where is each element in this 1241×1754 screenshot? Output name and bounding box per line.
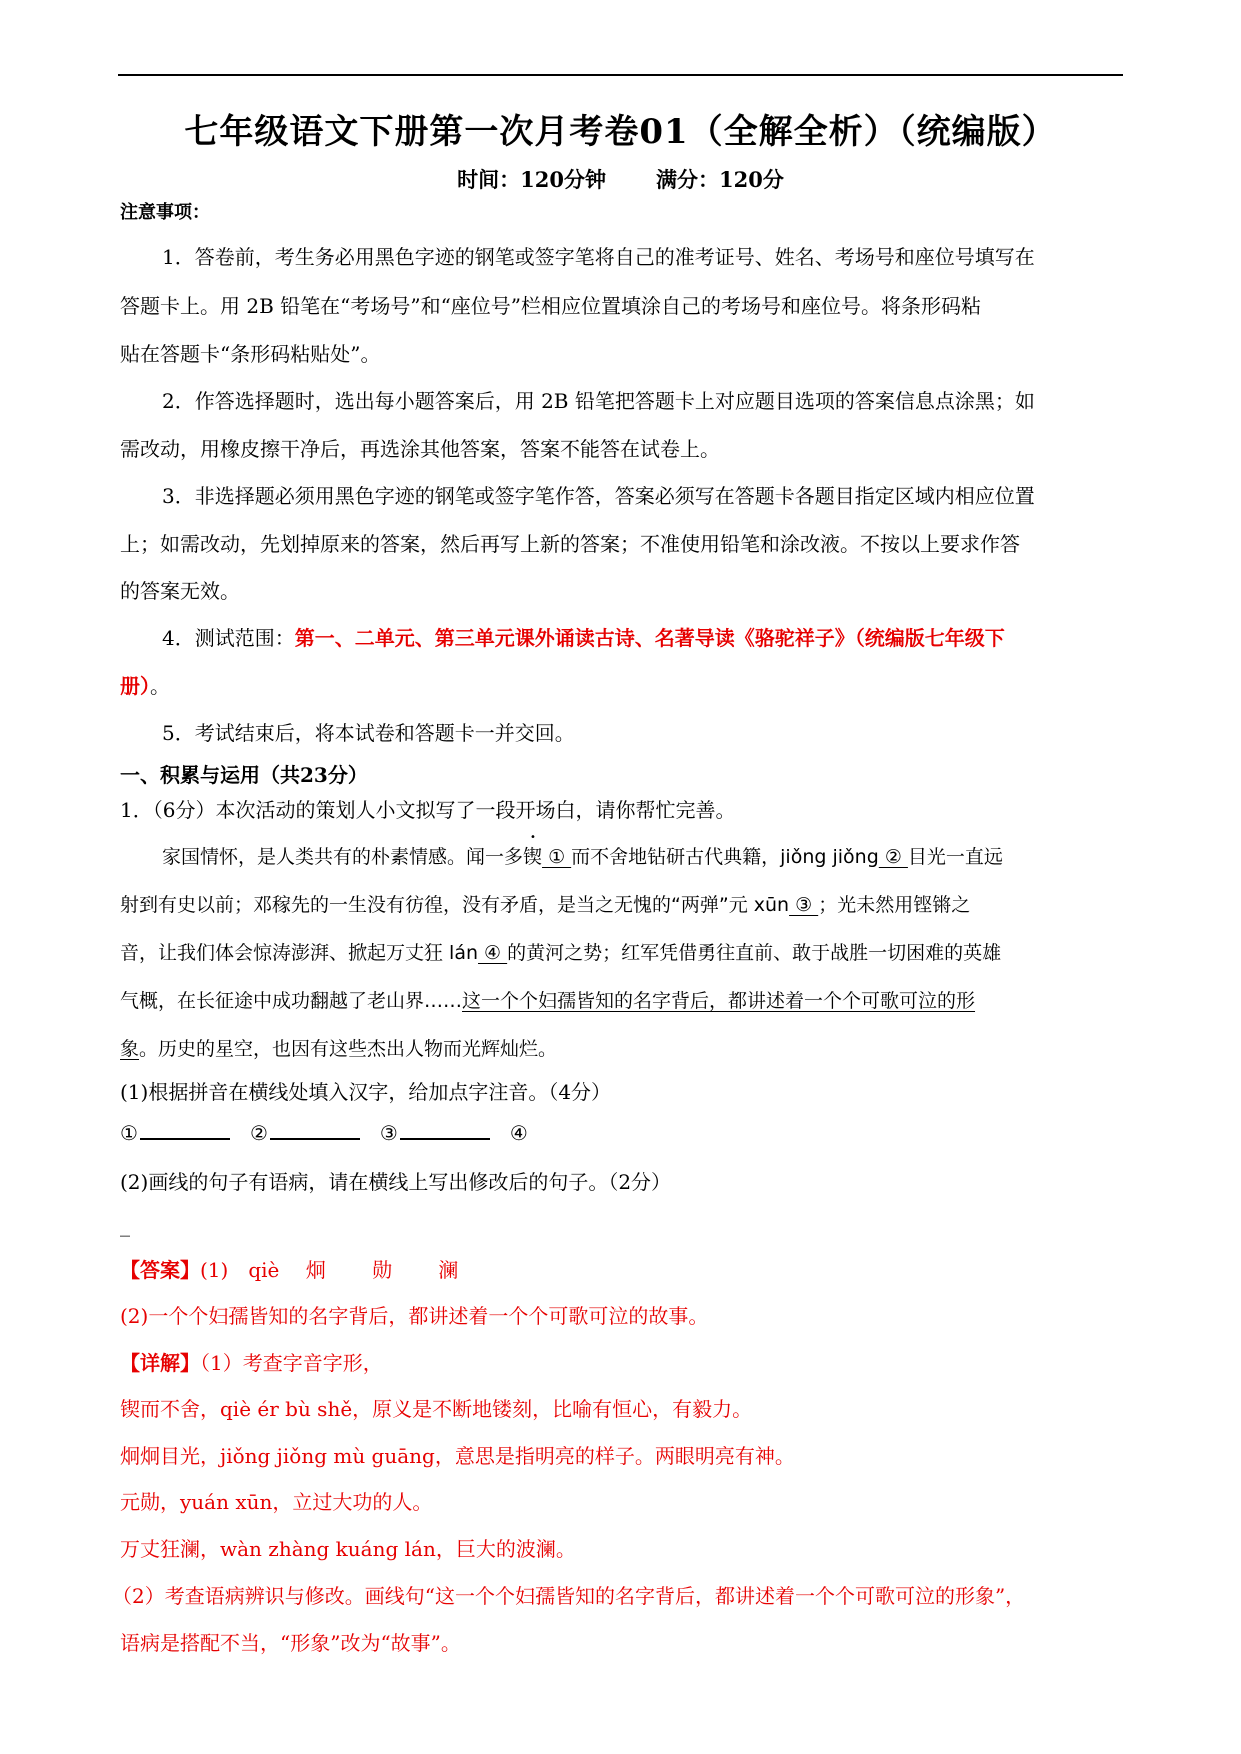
notes-heading: 注意事项：	[120, 202, 210, 223]
blank-3: ③	[789, 894, 819, 916]
answer-blanks: ① ② ③ ④	[120, 1121, 528, 1145]
underlined-sentence-end: 象	[120, 1038, 140, 1060]
note-3-line-1: 3．非选择题必须用黑色字迹的钢笔或签字笔作答，答案必须写在答题卡各题目指定区域内相应位置	[162, 484, 1035, 508]
note-4-line-1	[162, 622, 1005, 651]
note-3-line-2: 上；如需改动，先划掉原来的答案，然后再写上新的答案；不准使用铅笔和涂改液。不按以上要求作答	[120, 532, 1020, 556]
answer	[120, 1254, 458, 1283]
answer-2: (2)一个个妇孺皆知的名字背后，都讲述着一个个可歌可泣的故事。	[120, 1304, 709, 1328]
note-4-line-2	[120, 670, 170, 699]
explanation-line-3: 元勋，yuán xūn，立过大功的人。	[120, 1490, 433, 1514]
explanation-line-1: 锲而不舍，qiè ér bù shě，原义是不断地镂刻，比喻有恒心，有毅力。	[120, 1397, 753, 1421]
note-1-line-1: 1．答卷前，考生务必用黑色字迹的钢笔或签字笔将自己的准考证号、姓名、考场号和座位号填写在	[162, 245, 1035, 269]
answer-blank-3[interactable]	[400, 1120, 490, 1140]
question-1-stem: 1．（6分）本次活动的策划人小文拟写了一段开场白，请你帮忙完善。	[120, 798, 736, 822]
test-scope: 第一、二单元、第三单元课外诵读古诗、名著导读《骆驼祥子》（统编版七年级下	[294, 626, 1005, 650]
exam-time: 时间：120分钟	[457, 167, 606, 192]
exam-score: 满分：120分	[656, 167, 784, 192]
note-1-line-2: 答题卡上。用 2B 铅笔在“考场号”和“座位号”栏相应位置填涂自己的考场号和座位号。将条形码粘	[120, 294, 982, 318]
blank-1: ①	[542, 846, 572, 868]
passage-line-2: 射到有史以前；邓稼先的一生没有彷徨，没有矛盾，是当之无愧的“两弹”元 xūn ③ ；光未然用铿锵之	[120, 894, 971, 916]
dotted-char: 锲	[523, 846, 543, 868]
passage-line-1: 家国情怀，是人类共有的朴素情感。闻一多锲 ① 而不舍地钻研古代典籍，jiǒng jiǒng ② 目光一直远	[162, 846, 1003, 868]
page-title: 七年级语文下册第一次月考卷01（全解全析）（统编版）	[184, 112, 1057, 152]
answer-label: 【答案】	[120, 1258, 200, 1282]
note-3-line-3: 的答案无效。	[120, 579, 240, 603]
exam-meta	[0, 164, 1241, 194]
blank-4: ④	[478, 942, 508, 964]
top-rule	[118, 74, 1123, 76]
explanation: 【详解】（1）考查字音字形，	[120, 1351, 383, 1375]
explanation-line-5: （2）考查语病辨识与修改。画线句“这一个个妇孺皆知的名字背后，都讲述着一个个可歌可泣的形象”，	[112, 1584, 1026, 1608]
explanation-line-2: 炯炯目光，jiǒng jiǒng mù guāng，意思是指明亮的样子。两眼明亮有神。	[120, 1444, 795, 1468]
note-2-line-1: 2．作答选择题时，选出每小题答案后，用 2B 铅笔把答题卡上对应题目选项的答案信息点涂黑；如	[162, 389, 1035, 413]
passage-line-5: 象。历史的星空，也因有这些杰出人物而光辉灿烂。	[120, 1038, 558, 1060]
note-5: 5．考试结束后，将本试卷和答题卡一并交回。	[162, 721, 575, 745]
sub-question-2: (2)画线的句子有语病，请在横线上写出修改后的句子。（2分）	[120, 1170, 672, 1194]
note-2-line-2: 需改动，用橡皮擦干净后，再选涂其他答案，答案不能答在试卷上。	[120, 437, 720, 461]
note-1-line-3: 贴在答题卡“条形码粘贴处”。	[120, 342, 381, 366]
underlined-sentence: 这一个个妇孺皆知的名字背后，都讲述着一个个可歌可泣的形	[462, 990, 976, 1012]
section-heading: 一、积累与运用（共23分）	[120, 763, 368, 787]
passage-line-3: 音，让我们体会惊涛澎湃、掀起万丈狂 lán ④ 的黄河之势；红军凭借勇往直前、敢于战胜一切困难的英雄	[120, 942, 1002, 964]
passage-line-4: 气概，在长征途中成功翻越了老山界……这一个个妇孺皆知的名字背后，都讲述着一个个可歌可泣的形	[120, 990, 976, 1012]
answer-blank-2[interactable]	[270, 1120, 360, 1140]
answer-blank-1[interactable]	[140, 1120, 230, 1140]
test-scope-end: 册）	[120, 674, 150, 698]
explanation-line-6: 语病是搭配不当，“形象”改为“故事”。	[120, 1631, 461, 1655]
note-4-period: 。	[150, 674, 170, 698]
answer-1: (1) qiè 炯 勋 澜	[200, 1258, 459, 1282]
explanation-line-4: 万丈狂澜，wàn zhàng kuáng lán，巨大的波澜。	[120, 1537, 576, 1561]
sub-question-1: (1)根据拼音在横线处填入汉字，给加点字注音。（4分）	[120, 1080, 612, 1104]
blank-2: ②	[878, 846, 908, 868]
note-4-prefix: 4．测试范围：	[162, 626, 295, 650]
answer-line: _	[120, 1213, 130, 1237]
explanation-label: 【详解】	[120, 1351, 200, 1375]
